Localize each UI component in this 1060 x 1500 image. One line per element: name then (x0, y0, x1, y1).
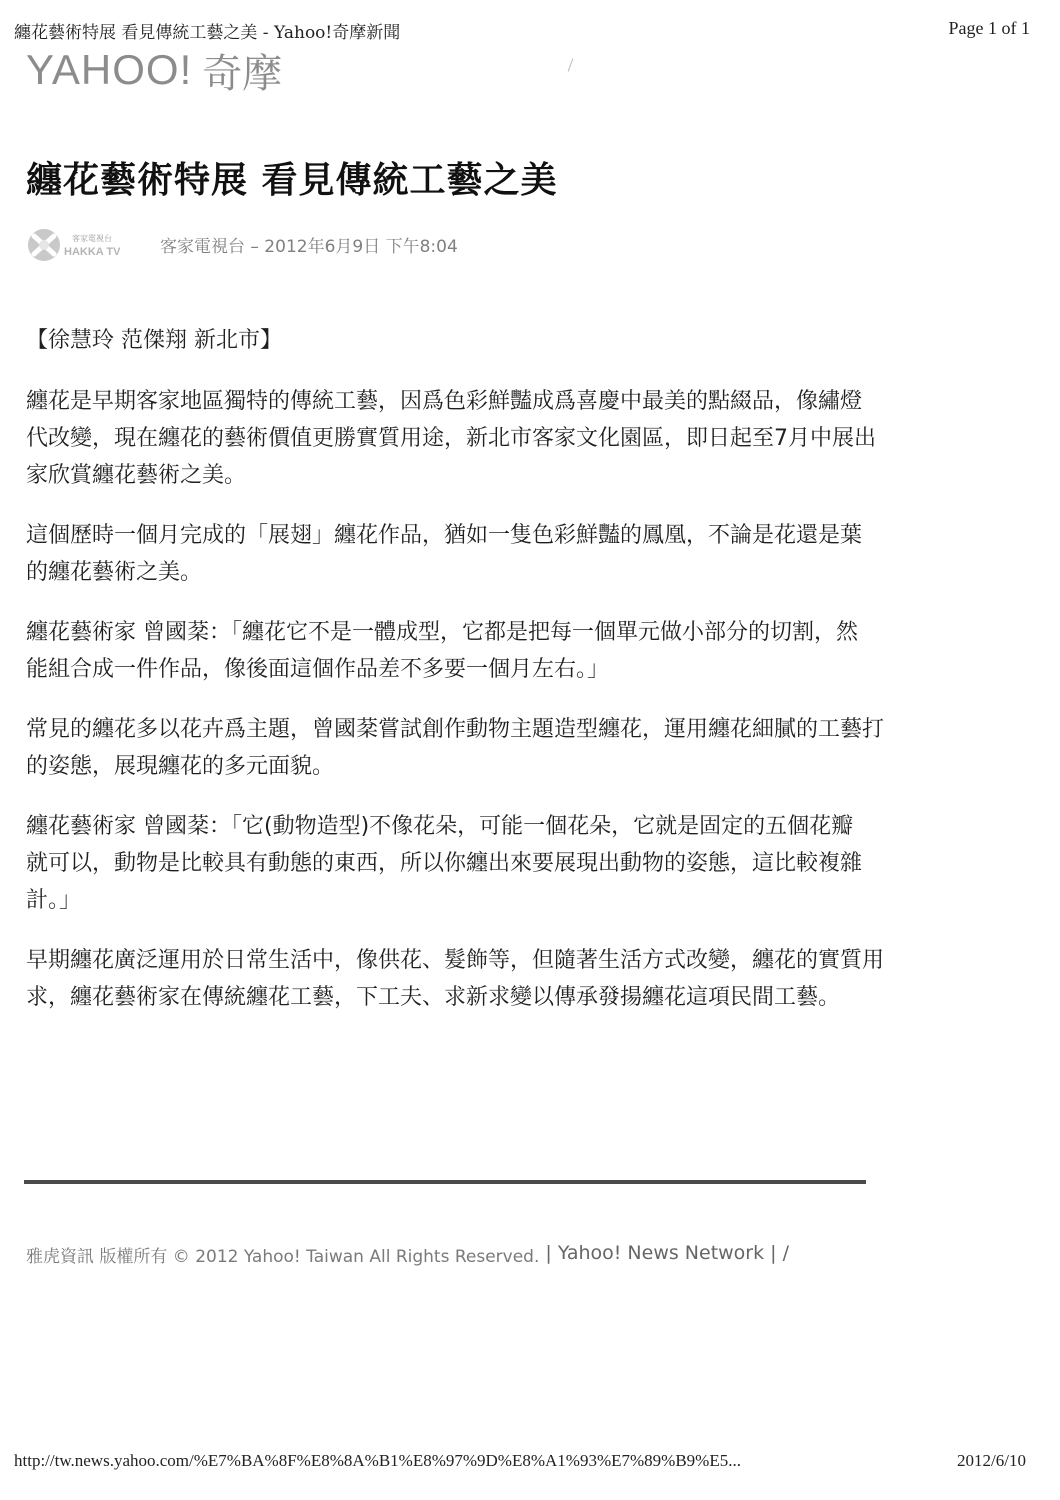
scan-artifact (568, 58, 574, 71)
yahoo-kimo-logo[interactable] (26, 45, 282, 95)
print-date: 2012/6/10 (957, 1451, 1026, 1470)
paragraph-line: 纏花是早期客家地區獨特的傳統工藝，因爲色彩鮮豔成爲喜慶中最美的點綴品，像繡燈 (26, 389, 863, 414)
paragraph-line: 求，纏花藝術家在傳統纏花工藝，下工夫、求新求變以傳承發揚纏花這項民間工藝。 (26, 985, 841, 1010)
article-body (26, 322, 1060, 1039)
paragraph-line: 纏花藝術家 曾國棻：「纏花它不是一體成型，它都是把每一個單元做小部分的切割，然 (26, 620, 858, 645)
print-page-url: http://tw.news.yahoo.com/%E7%BA%8F%E8%8A%B1%E8%97%9D%E8%A1%93%E7%89%B9%E5... (14, 1451, 741, 1470)
article-paragraph (26, 614, 1060, 688)
print-page-title: 纏花藝術特展 看見傳統工藝之美 - Yahoo!奇摩新聞 (14, 23, 401, 43)
article-paragraph (26, 711, 1060, 785)
paragraph-line: 早期纏花廣泛運用於日常生活中，像供花、髮飾等，但隨著生活方式改變，纏花的實質用 (26, 948, 885, 973)
paragraph-line: 能組合成一件作品，像後面這個作品差不多要一個月左右。」 (26, 657, 610, 682)
footer-slash: / (782, 1242, 789, 1264)
article-paragraph (26, 383, 1060, 494)
logo-brand-text: YAHOO! (26, 46, 193, 93)
logo-region-text: 奇摩 (202, 50, 283, 97)
print-page-number: Page 1 of 1 (948, 18, 1030, 38)
paragraph-line: 纏花藝術家 曾國棻：「它(動物造型)不像花朵，可能一個花朵，它就是固定的五個花瓣 (26, 814, 854, 839)
paragraph-line: 就可以，動物是比較具有動態的東西，所以你纏出來要展現出動物的姿態，這比較複雜 (26, 851, 863, 876)
paragraph-line: 家欣賞纏花藝術之美。 (26, 463, 247, 488)
article-paragraph (26, 942, 1060, 1016)
article-reporters: 【徐慧玲 范傑翔 新北市】 (26, 328, 282, 353)
article-paragraph (26, 808, 1060, 919)
content-divider (24, 1180, 866, 1184)
paragraph-line: 計。」 (26, 888, 82, 913)
paragraph-line: 的纏花藝術之美。 (26, 560, 203, 585)
site-footer (26, 1242, 789, 1267)
article-paragraphs (26, 383, 1060, 1016)
article-paragraph (26, 517, 1060, 591)
yahoo-news-network-link[interactable]: | Yahoo! News Network | (545, 1242, 777, 1264)
hakka-tv-logo-top-text: 客家電視台 (72, 234, 112, 243)
paragraph-line: 的姿態，展現纏花的多元面貌。 (26, 754, 335, 779)
paragraph-line: 代改變，現在纏花的藝術價值更勝實質用途，新北市客家文化園區，即日起至7月中展出 (26, 426, 876, 451)
article-headline: 纏花藝術特展 看見傳統工藝之美 (26, 160, 558, 201)
byline-source-date: 客家電視台 – 2012年6月9日 下午8:04 (160, 236, 458, 257)
hakka-tv-logo-icon[interactable] (24, 224, 152, 264)
hakka-tv-logo-bottom-text: HAKKA TV (64, 246, 121, 258)
footer-copyright: 雅虎資訊 版權所有 © 2012 Yahoo! Taiwan All Rights Reserved. (26, 1247, 540, 1267)
article-byline (24, 222, 458, 266)
paragraph-line: 這個歷時一個月完成的「展翅」纏花作品，猶如一隻色彩鮮豔的鳳凰，不論是花還是葉 (26, 523, 863, 548)
paragraph-line: 常見的纏花多以花卉爲主題，曾國棻嘗試創作動物主題造型纏花，運用纏花細膩的工藝打 (26, 717, 885, 742)
